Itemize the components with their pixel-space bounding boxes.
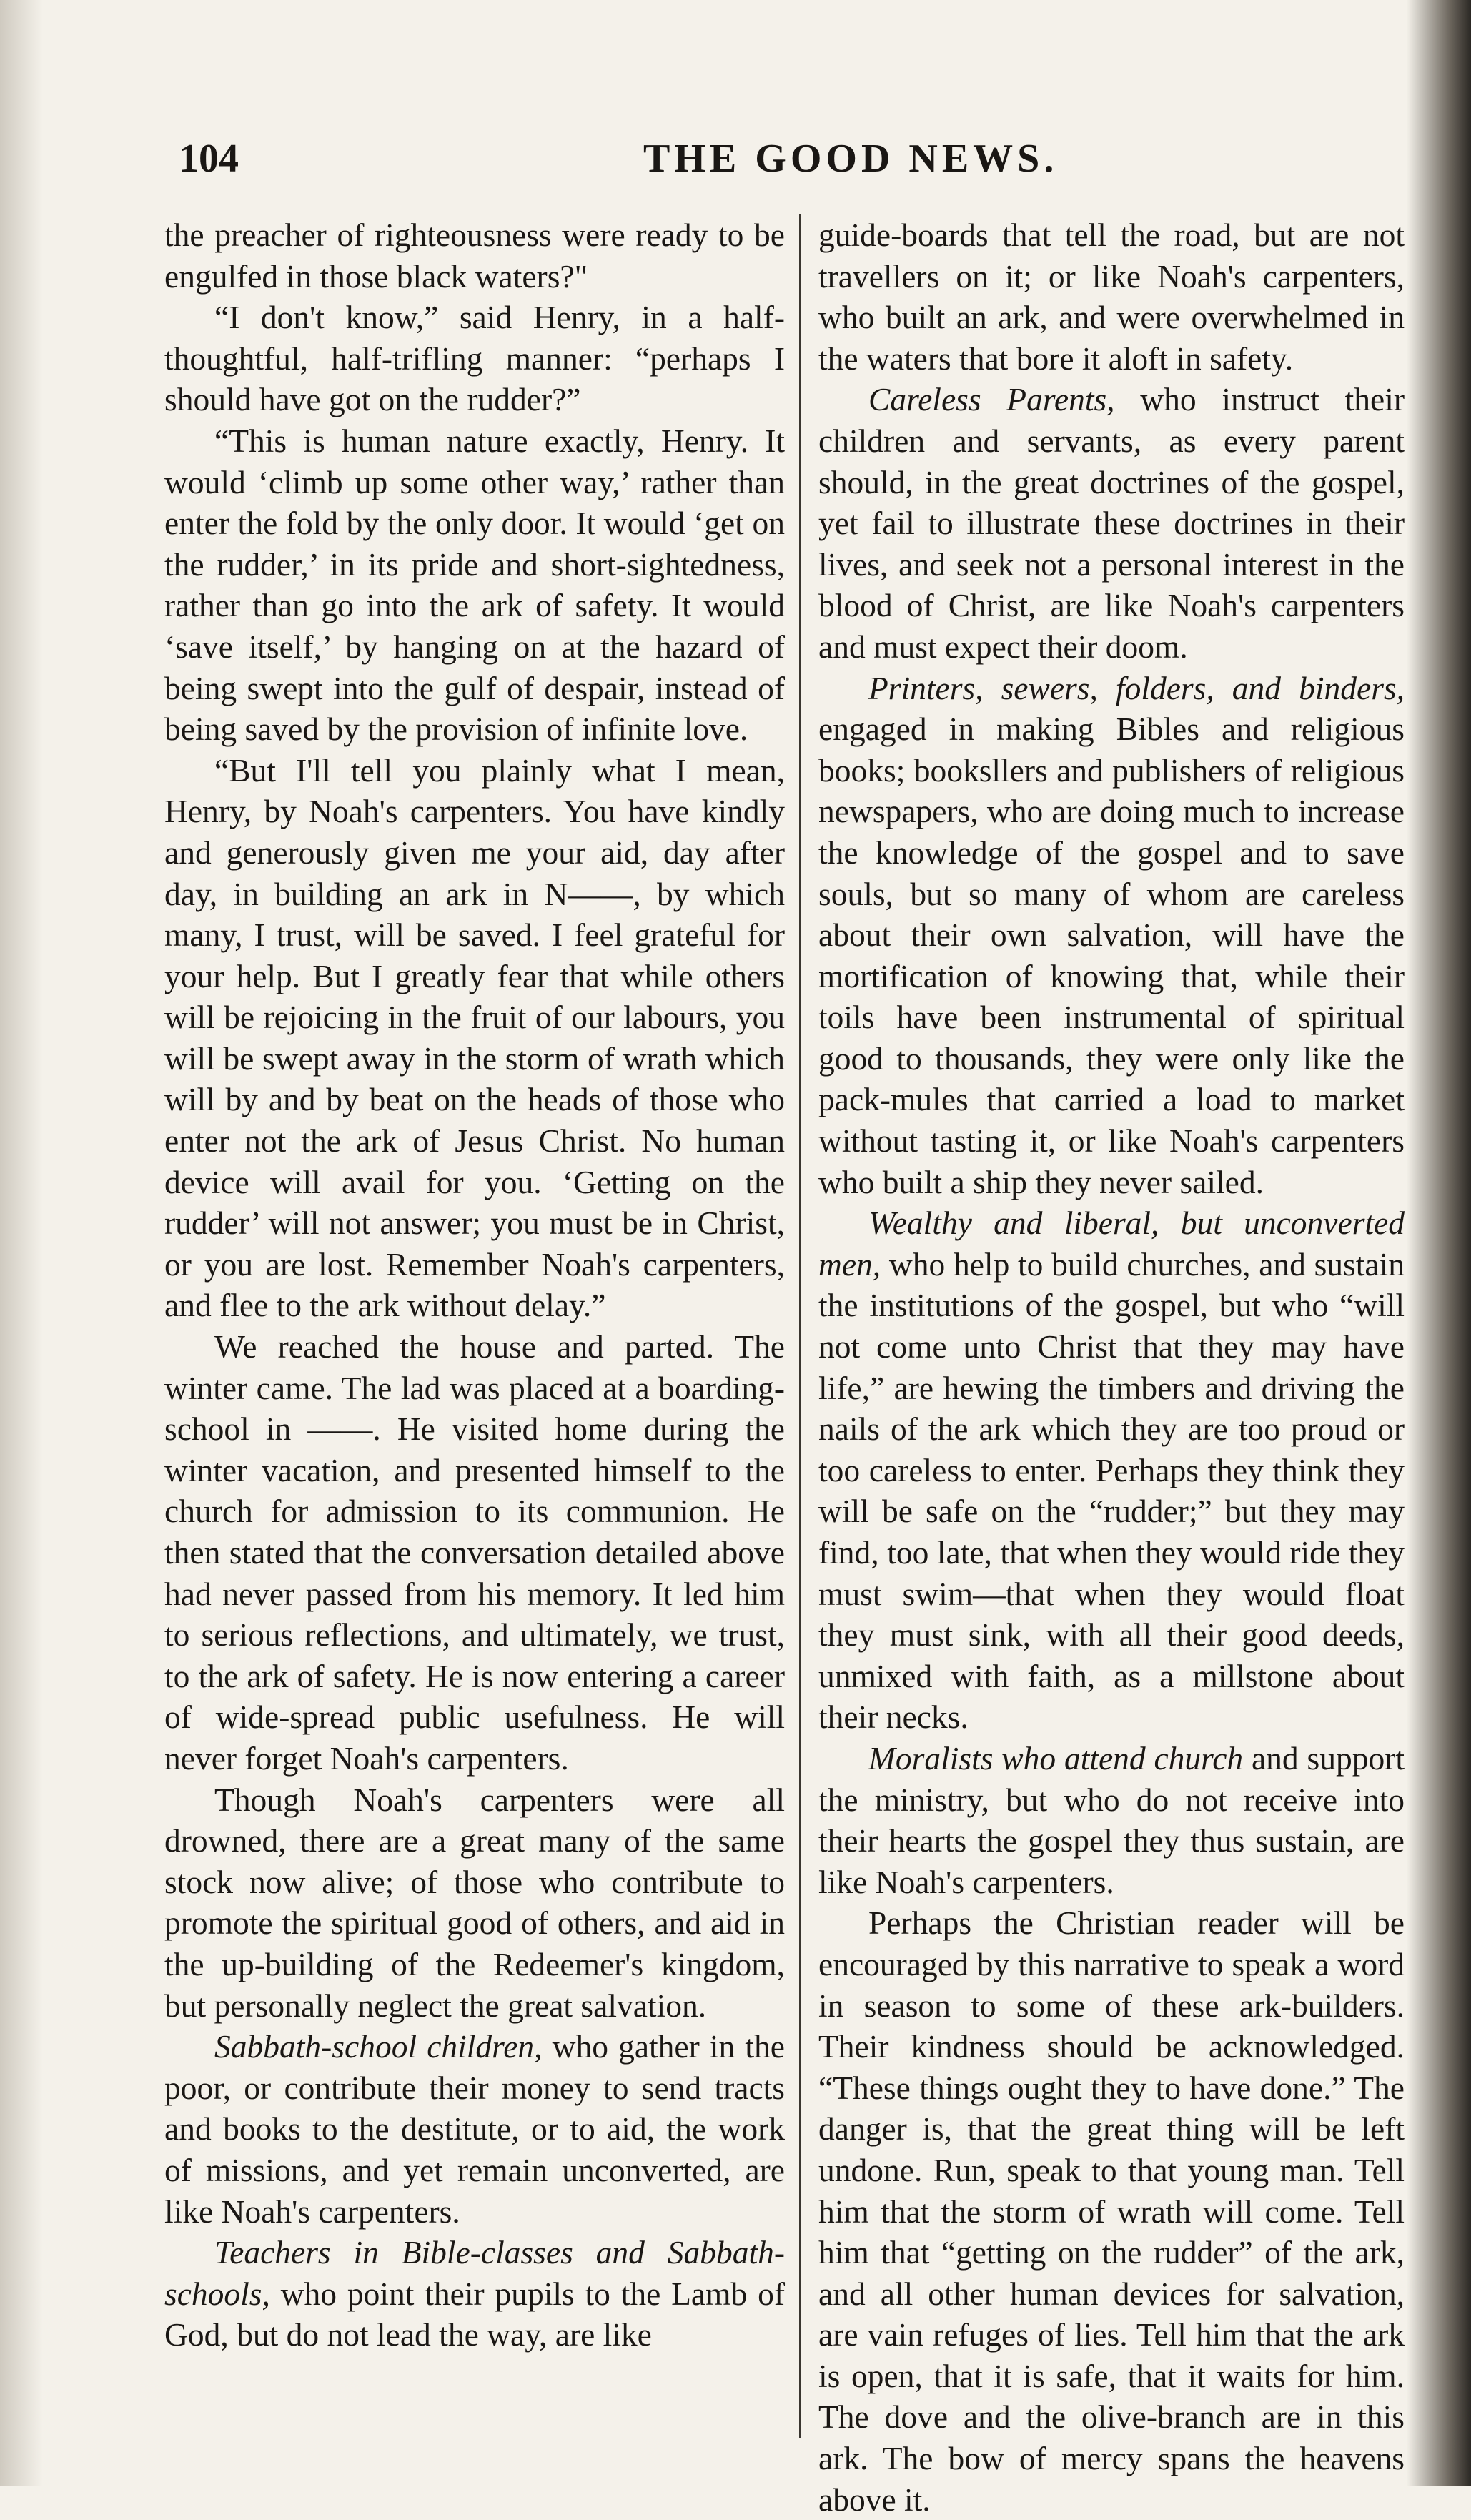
journal-title: THE GOOD NEWS.: [643, 137, 1059, 181]
paragraph: Though Noah's carpenters were all drowned, there are a great many of the same stock now alive; of those who contribute to promote the spiritual good of others, and aid in the up-building of the Redeemer's kingdom, but personally neglect the great salvation.: [164, 1781, 785, 2024]
paragraph-lead: Sabbath-school children,: [214, 2028, 543, 2065]
paragraph: We reached the house and parted. The winter came. The lad was placed at a boarding-school in ——. He visited home during the winter vacation, and presented himself to the church for admission to its communion. He then stated that the conversation detailed above had never passed from his memory. It led him to serious reflections, and ultimately, we trust, to the ark of safety. He is now entering a career of wide-spread public usefulness. He will never forget Noah's carpenters.: [164, 1328, 785, 1777]
page-number: 104: [179, 137, 239, 181]
paragraph-body: who instruct their children and servants, as every parent should, in the great doctrines of the gospel, yet fail to illustrate these doctrines in their lives, and seek not a personal interest in the blood of Christ, are like Noah's carpenters and must expect their doom.: [818, 381, 1405, 665]
paragraph: guide-boards that tell the road, but are not travellers on it; or like Noah's carpenters, who built an ark, and were overwhelmed in the waters that bore it aloft in safety.: [818, 217, 1405, 377]
paragraph-body: engaged in making Bibles and religious books; booksllers and publishers of religious newspapers, who are doing much to increase the knowledge of the gospel and to save souls, but so many of whom are careless about their own salvation, will have the mortification of knowing that, while their toils have been instrumental of spiritual good to thousands, they were only like the pack-mules that carried a load to market without tasting it, or like Noah's carpenters who built a ship they never sailed.: [818, 711, 1405, 1200]
paragraph: [818, 1202, 1405, 1738]
paragraph: Perhaps the Christian reader will be encouraged by this narrative to speak a word in season to some of these ark-builders. Their kindness should be acknowledged. “These things ought they to have done.” The danger is, that the great thing will be left undone. Run, speak to that young man. Tell him that the storm of wrath will come. Tell him that “getting on the rudder” of the ark, and all other human devices for salvation, are vain refuges of lies. Tell him that the ark is open, that it is safe, that it waits for him. The dove and the olive-branch are in this ark. The bow of mercy spans the heavens above it.: [818, 1904, 1405, 2518]
paragraph: the preacher of righteousness were ready to be engulfed in those black waters?": [164, 217, 785, 295]
paragraph: “But I'll tell you plainly what I mean, Henry, by Noah's carpenters. You have kindly and generously given me your aid, day after day, in building an ark in N——, by which many, I trust, will be saved. I feel grateful for your help. But I greatly fear that while others will be rejoicing in the fruit of our labours, you will be swept away in the storm of wrath which will by and by beat on the heads of those who enter not the ark of Jesus Christ. No human device will avail for you. ‘Getting on the rudder’ will not answer; you must be in Christ, or you are lost. Remember Noah's carpenters, and flee to the ark without delay.”: [164, 751, 785, 1324]
paragraph: [818, 1738, 1405, 1902]
paragraph: [818, 379, 1405, 667]
paragraph: “This is human nature exactly, Henry. It would ‘climb up some other way,’ rather than enter the fold by the only door. It would ‘get on the rudder,’ in its pride and short-sightedness, rather than go into the ark of safety. It would ‘save itself,’ by hanging on at the hazard of being swept into the gulf of despair, instead of being saved by the provision of infinite love.: [164, 422, 785, 748]
paragraph-body: who point their pupils to the Lamb of God, but do not lead the way, are like: [164, 2275, 785, 2353]
paragraph-lead: Wealthy and liberal, but unconverted men,: [818, 1205, 1405, 1283]
paragraph-lead: Careless Parents,: [868, 381, 1115, 418]
paragraph-lead: Printers, sewers, folders, and binders,: [868, 669, 1405, 706]
paragraph: “I don't know,” said Henry, in a half-thoughtful, half-trifling manner: “perhaps I should have got on the rudder?”: [164, 299, 785, 418]
paragraph-body: who help to build churches, and sustain the institutions of the gospel, but who “will not come unto Christ that they may have life,” are hewing the timbers and driving the nails of the ark which they are too proud or too careless to enter. Perhaps they think they will be safe on the “rudder;” but they may find, too late, that when they would ride they must swim—that when they would float they must sink, with all their good deeds, unmixed with faith, as a millstone about their necks.: [818, 1245, 1405, 1736]
page-edge-right: [1407, 0, 1471, 2486]
left-column: [164, 214, 785, 2445]
right-column: [818, 214, 1405, 2518]
page-header: [172, 136, 1315, 193]
paragraph-body: and support the ministry, but who do not receive into their hearts the gospel they thus sustain, are like Noah's carpenters.: [818, 1739, 1405, 1900]
paragraph: [164, 2026, 785, 2232]
column-rule: [799, 214, 801, 2438]
paragraph-body: who gather in the poor, or contribute their money to send tracts and books to the destitute, or to aid, the work of missions, and yet remain unconverted, are like Noah's carpenters.: [164, 2028, 785, 2230]
paragraph-lead: Teachers in Bible-classes and Sabbath-schools,: [164, 2234, 785, 2312]
paragraph: [164, 2232, 785, 2356]
paragraph-lead: Moralists who attend church: [868, 1739, 1244, 1777]
page-edge-left: [0, 0, 43, 2486]
paragraph: [818, 668, 1405, 1203]
